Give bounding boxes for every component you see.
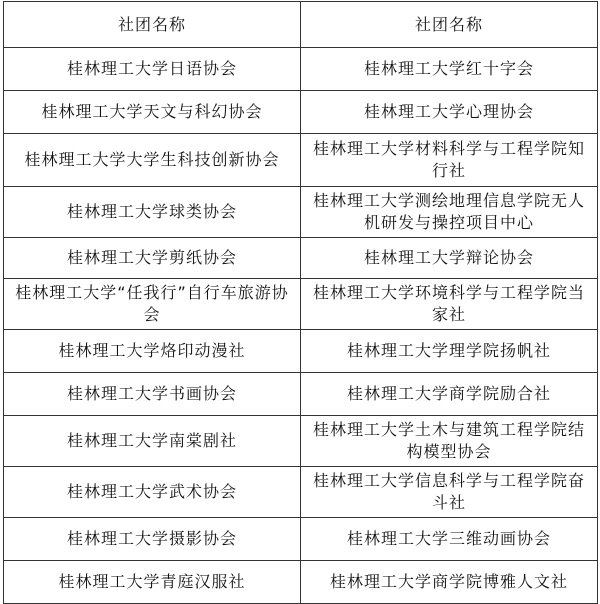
club-name-right: 桂林理工大学土木与建筑工程学院结构模型协会 xyxy=(301,416,598,467)
club-name-right: 桂林理工大学辩论协会 xyxy=(301,238,598,279)
table-row xyxy=(4,134,598,187)
table-row xyxy=(4,467,598,518)
table-row xyxy=(4,518,598,561)
table-row xyxy=(4,330,598,373)
club-name-left: 桂林理工大学大学生科技创新协会 xyxy=(4,134,301,187)
table-row xyxy=(4,561,598,604)
club-name-right: 桂林理工大学材料科学与工程学院知行社 xyxy=(301,134,598,187)
table-row xyxy=(4,279,598,330)
column-header-left: 社团名称 xyxy=(4,2,301,48)
club-name-right: 桂林理工大学红十字会 xyxy=(301,48,598,91)
club-name-left: 桂林理工大学剪纸协会 xyxy=(4,238,301,279)
table-row xyxy=(4,416,598,467)
club-name-right: 桂林理工大学心理协会 xyxy=(301,91,598,134)
club-name-right: 桂林理工大学商学院励合社 xyxy=(301,373,598,416)
club-name-right: 桂林理工大学环境科学与工程学院当家社 xyxy=(301,279,598,330)
club-name-left: 桂林理工大学天文与科幻协会 xyxy=(4,91,301,134)
clubs-table xyxy=(3,1,598,604)
club-name-left: 桂林理工大学日语协会 xyxy=(4,48,301,91)
club-name-left: 桂林理工大学南棠剧社 xyxy=(4,416,301,467)
table-header-row xyxy=(4,2,598,48)
club-name-right: 桂林理工大学测绘地理信息学院无人机研发与操控项目中心 xyxy=(301,187,598,238)
table-row xyxy=(4,238,598,279)
club-name-right: 桂林理工大学理学院扬帆社 xyxy=(301,330,598,373)
club-name-right: 桂林理工大学三维动画协会 xyxy=(301,518,598,561)
club-name-left: 桂林理工大学球类协会 xyxy=(4,187,301,238)
club-name-left: 桂林理工大学“任我行”自行车旅游协会 xyxy=(4,279,301,330)
club-name-right: 桂林理工大学信息科学与工程学院奋斗社 xyxy=(301,467,598,518)
club-name-left: 桂林理工大学青庭汉服社 xyxy=(4,561,301,604)
club-name-left: 桂林理工大学摄影协会 xyxy=(4,518,301,561)
table-row xyxy=(4,91,598,134)
club-name-right: 桂林理工大学商学院博雅人文社 xyxy=(301,561,598,604)
table-row xyxy=(4,48,598,91)
table-row xyxy=(4,187,598,238)
club-name-left: 桂林理工大学书画协会 xyxy=(4,373,301,416)
column-header-right: 社团名称 xyxy=(301,2,598,48)
table-row xyxy=(4,373,598,416)
club-name-left: 桂林理工大学武术协会 xyxy=(4,467,301,518)
club-name-left: 桂林理工大学烙印动漫社 xyxy=(4,330,301,373)
